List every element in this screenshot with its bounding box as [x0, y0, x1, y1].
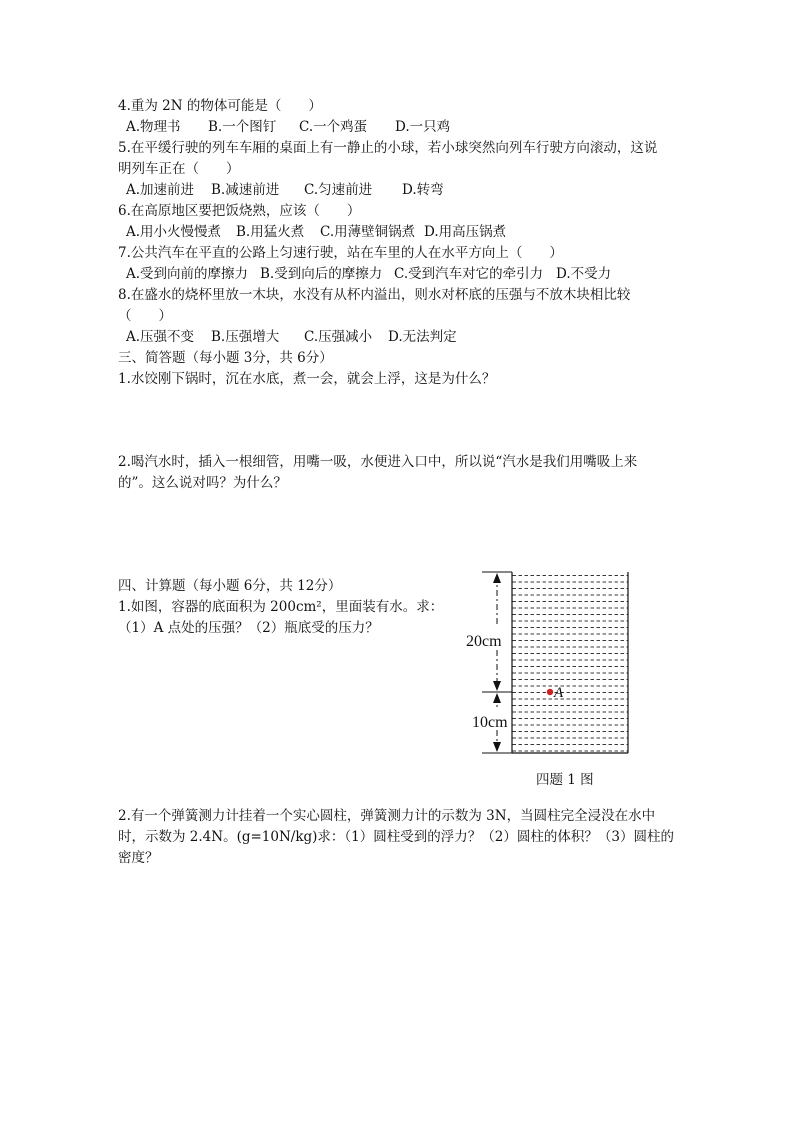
option-c: C.用薄壁铜锅煮 [320, 224, 416, 240]
option-d: D.用高压锅煮 [424, 224, 507, 240]
arrow-up-middle [493, 693, 501, 703]
option-c: C.一个鸡蛋 [299, 119, 368, 135]
option-b: B.受到向后的摩擦力 [260, 266, 383, 282]
section-3-question-1: 1.水饺刚下锅时，沉在水底，煮一会，就会上浮，这是为什么？ [118, 371, 496, 387]
option-a: A.用小火慢慢煮 [126, 224, 222, 240]
option-d: D.转弯 [402, 182, 444, 198]
section-4-heading: 四、计算题（每小题 6分，共 12分） [118, 578, 342, 594]
question-5-stem-line-1: 5.在平缓行驶的列车车厢的桌面上有一静止的小球，若小球突然向列车行驶方向滚动，这说 [118, 140, 658, 156]
question-6-options [126, 222, 506, 242]
question-5-options [126, 180, 444, 200]
option-a: A.物理书 [126, 119, 181, 135]
section-4-question-1-line-2: （1）A 点处的压强？（2）瓶底受的压力？ [118, 620, 379, 636]
point-a-marker [547, 689, 553, 695]
question-8-stem-line-1: 8.在盛水的烧杯里放一木块，水没有从杯内溢出，则水对杯底的压强与不放木块相比较 [118, 287, 631, 303]
section-3-question-2-line-2: 的”。这么说对吗？为什么？ [118, 475, 287, 491]
option-d: D.无法判定 [388, 329, 457, 345]
container-diagram [464, 566, 634, 766]
figure-caption: 四题 1 图 [536, 772, 594, 788]
point-a-label: A [554, 685, 564, 701]
option-c: C.受到汽车对它的牵引力 [394, 266, 544, 282]
section-4-question-2-line-1: 2.有一个弹簧测力计挂着一个实心圆柱，弹簧测力计的示数为 3N，当圆柱完全浸没在水中 [118, 808, 656, 824]
arrow-up-top [493, 573, 501, 583]
option-b: B.减速前进 [211, 182, 280, 198]
option-c: C.压强减小 [304, 329, 373, 345]
container-figure [464, 566, 634, 766]
section-4-question-1-line-1: 1.如图，容器的底面积为 200cm²，里面装有水。求： [118, 599, 444, 615]
water [512, 573, 628, 753]
option-b: B.压强增大 [211, 329, 280, 345]
question-7-options [126, 264, 611, 284]
option-d: D.不受力 [556, 266, 612, 282]
question-5-stem-line-2: 明列车正在（ ） [118, 161, 240, 177]
section-3-question-2-line-1: 2.喝汽水时，插入一根细管，用嘴一吸，水便进入口中，所以说“汽水是我们用嘴吸上来 [118, 454, 638, 470]
question-8-stem-line-2: （ ） [118, 308, 172, 324]
question-6-stem: 6.在高原地区要把饭烧熟，应该（ ） [118, 203, 361, 219]
question-4-stem: 4.重为 2N 的物体可能是（ ） [118, 98, 322, 114]
option-b: B.一个图钉 [208, 119, 277, 135]
section-4-question-2-line-3: 密度？ [118, 850, 159, 866]
arrow-down-bottom [493, 742, 501, 752]
question-4-options [126, 117, 450, 137]
option-a: A.压强不变 [126, 329, 195, 345]
option-a: A.加速前进 [126, 182, 195, 198]
question-8-options [126, 327, 457, 347]
label-10cm: 10cm [472, 714, 508, 731]
option-b: B.用猛火煮 [236, 224, 305, 240]
option-c: C.匀速前进 [304, 182, 373, 198]
label-20cm: 20cm [466, 633, 502, 650]
arrow-down-middle [493, 681, 501, 691]
option-d: D.一只鸡 [395, 119, 451, 135]
section-4-question-2-line-2: 时，示数为 2.4N。(g=10N/kg)求：（1）圆柱受到的浮力？（2）圆柱的体积？（3）圆柱的 [118, 829, 674, 845]
question-7-stem: 7.公共汽车在平直的公路上匀速行驶，站在车里的人在水平方向上（ ） [118, 245, 563, 261]
section-3-heading: 三、简答题（每小题 3分，共 6分） [118, 350, 333, 366]
option-a: A.受到向前的摩擦力 [126, 266, 249, 282]
